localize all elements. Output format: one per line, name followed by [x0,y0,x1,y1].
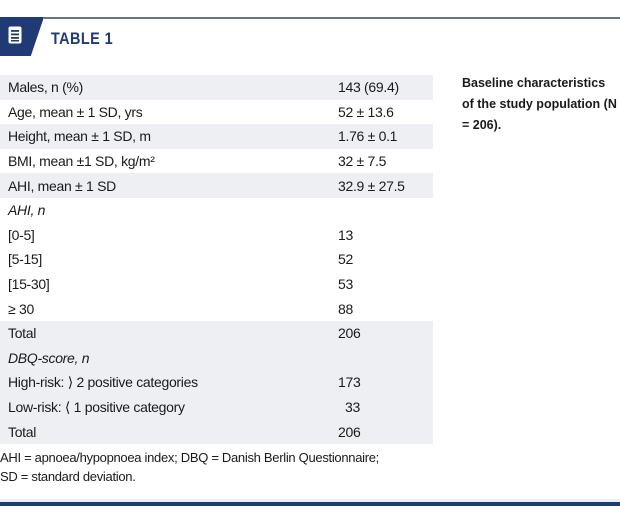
table-row [0,100,433,125]
row-label: Total [8,423,37,440]
row-value: 52 ± 13.6 [338,103,394,120]
row-label: [0-5] [8,226,35,243]
table-row [0,395,433,420]
table-footnote [0,448,440,486]
row-value: 143 (69.4) [338,79,399,96]
section-label: AHI, n [8,202,46,219]
row-label: [15-30] [8,276,50,293]
row-label: Males, n (%) [8,79,83,96]
table-row [0,272,433,297]
table-row [0,296,433,321]
row-label: [5-15] [8,251,42,268]
table-caption: Baseline characteristics of the study population (N = 206). [462,76,617,132]
table-badge [0,17,44,56]
table-row-total [0,321,433,346]
row-label: Total [8,325,37,342]
table-row [0,173,433,198]
row-value: 53 [338,276,353,293]
row-label: AHI, mean ± 1 SD [8,177,116,194]
row-value: 13 [338,226,353,243]
row-label: Low-risk: ⟨ 1 positive category [8,398,185,415]
row-value: 32 ± 7.5 [338,153,387,170]
section-label: DBQ-score, n [8,349,90,366]
row-value: 206 [338,325,361,342]
row-value: 88 [338,300,353,317]
footnote-line: SD = standard deviation. [0,469,136,484]
top-rule [44,17,620,19]
row-value: 33 [345,399,360,416]
row-value: 173 [338,374,361,391]
row-label: BMI, mean ±1 SD, kg/m² [8,153,155,170]
table-row [0,247,433,272]
section-header-ahi [0,198,433,223]
table-row-total [0,419,433,444]
section-header-dbq [0,346,433,371]
table-row [0,75,433,100]
table-title: TABLE 1 [51,29,114,48]
footnote-line: AHI = apnoea/hypopnoea index; DBQ = Danish Berlin Questionnaire; [0,450,379,465]
table-row [0,370,433,395]
row-label: Age, mean ± 1 SD, yrs [8,103,143,120]
row-value: 206 [338,423,361,440]
row-label: Height, mean ± 1 SD, m [8,128,151,145]
row-label: High-risk: ⟩ 2 positive categories [8,373,198,390]
row-label: ≥ 30 [8,300,34,317]
row-value: 1.76 ± 0.1 [338,128,398,145]
bottom-rule [0,502,620,506]
table-row [0,223,433,248]
row-value: 32.9 ± 27.5 [338,177,405,194]
row-value: 52 [338,251,353,268]
table-row [0,124,433,149]
document-list-icon [8,26,22,44]
baseline-table [0,75,433,444]
table-row [0,149,433,174]
